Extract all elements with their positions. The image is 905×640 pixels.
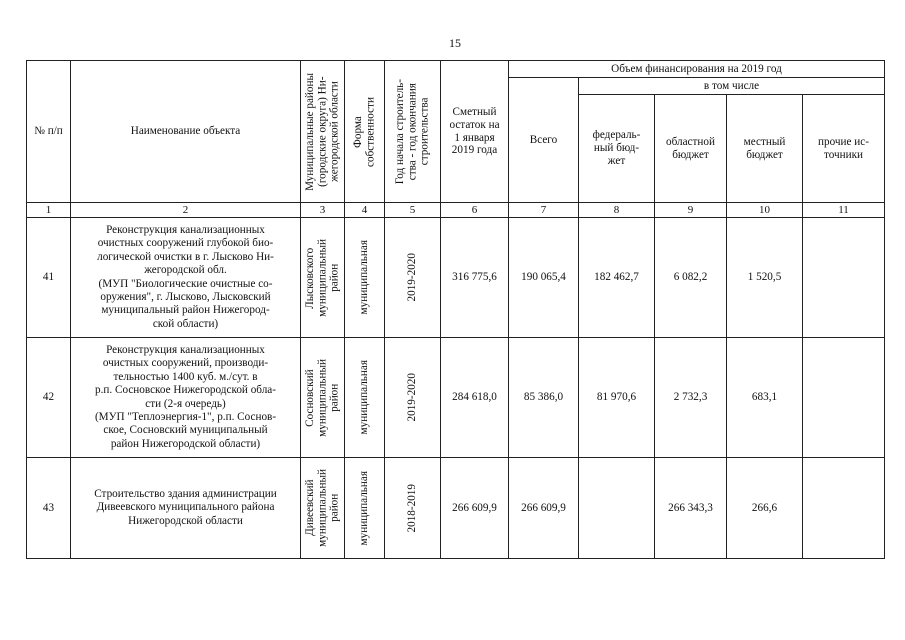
header-financing: Объем финансирования на 2019 год bbox=[509, 61, 885, 78]
column-index: 10 bbox=[727, 203, 803, 218]
financing-table bbox=[26, 60, 885, 559]
header-ownership: Форма собственности bbox=[345, 61, 385, 203]
row-number: 42 bbox=[27, 338, 71, 458]
row-local: 683,1 bbox=[727, 338, 803, 458]
row-regional: 6 082,2 bbox=[655, 218, 727, 338]
column-index: 11 bbox=[803, 203, 885, 218]
row-federal: 81 970,6 bbox=[579, 338, 655, 458]
column-index: 9 bbox=[655, 203, 727, 218]
column-index-row bbox=[27, 203, 885, 218]
header-no: № п/п bbox=[27, 61, 71, 203]
object-name: Реконструкция канализационных очистных сооружений, производи- тельностью 1400 куб. м./сут. в р.п. Сосновское Нижегородской обла- сти (2-я очередь) (МУП "Теплоэнергия-1", р.п. Соснов- ское, Сосновский муниципальный район Нижегородской области) bbox=[71, 338, 301, 458]
row-total: 190 065,4 bbox=[509, 218, 579, 338]
row-other bbox=[803, 458, 885, 559]
row-other bbox=[803, 338, 885, 458]
header-districts: Муниципальные районы (городские округа) Ни- жегородской области bbox=[301, 61, 345, 203]
row-years: 2019-2020 bbox=[385, 218, 441, 338]
header-regional: областной бюджет bbox=[655, 95, 727, 203]
row-other bbox=[803, 218, 885, 338]
column-index: 6 bbox=[441, 203, 509, 218]
row-local: 266,6 bbox=[727, 458, 803, 559]
column-index: 1 bbox=[27, 203, 71, 218]
row-local: 1 520,5 bbox=[727, 218, 803, 338]
column-index: 4 bbox=[345, 203, 385, 218]
row-balance: 284 618,0 bbox=[441, 338, 509, 458]
row-regional: 266 343,3 bbox=[655, 458, 727, 559]
row-balance: 316 775,6 bbox=[441, 218, 509, 338]
row-regional: 2 732,3 bbox=[655, 338, 727, 458]
header-row-1 bbox=[27, 61, 885, 78]
header-object-name: Наименование объекта bbox=[71, 61, 301, 203]
header-other: прочие ис- точники bbox=[803, 95, 885, 203]
column-index: 5 bbox=[385, 203, 441, 218]
row-district: Лысковского муниципальный район bbox=[301, 218, 345, 338]
object-name: Строительство здания администрации Дивеевского муниципального района Нижегородской области bbox=[71, 458, 301, 559]
table-row bbox=[27, 218, 885, 338]
row-ownership: муниципальная bbox=[345, 338, 385, 458]
row-federal: 182 462,7 bbox=[579, 218, 655, 338]
header-total: Всего bbox=[509, 78, 579, 203]
column-index: 7 bbox=[509, 203, 579, 218]
header-federal: федераль- ный бюд- жет bbox=[579, 95, 655, 203]
row-number: 41 bbox=[27, 218, 71, 338]
row-total: 266 609,9 bbox=[509, 458, 579, 559]
column-index: 3 bbox=[301, 203, 345, 218]
page-number: 15 bbox=[449, 36, 461, 50]
row-ownership: муниципальная bbox=[345, 218, 385, 338]
object-name: Реконструкция канализационных очистных сооружений глубокой био- логической очистки в г. Лысково Ни- жегородской обл. (МУП "Биологические очистные со- оружения", г. Лысково, Лысковский муниципальный район Нижегород- ской области) bbox=[71, 218, 301, 338]
header-including: в том числе bbox=[579, 78, 885, 95]
table-row bbox=[27, 338, 885, 458]
column-index: 8 bbox=[579, 203, 655, 218]
table-row bbox=[27, 458, 885, 559]
header-years: Год начала строитель- ства - год окончания строительства bbox=[385, 61, 441, 203]
header-local: местный бюджет bbox=[727, 95, 803, 203]
row-years: 2019-2020 bbox=[385, 338, 441, 458]
row-years: 2018-2019 bbox=[385, 458, 441, 559]
row-district: Сосновский муниципальный район bbox=[301, 338, 345, 458]
row-federal bbox=[579, 458, 655, 559]
row-district: Дивеевский муниципальный район bbox=[301, 458, 345, 559]
row-total: 85 386,0 bbox=[509, 338, 579, 458]
row-balance: 266 609,9 bbox=[441, 458, 509, 559]
row-number: 43 bbox=[27, 458, 71, 559]
row-ownership: муниципальная bbox=[345, 458, 385, 559]
column-index: 2 bbox=[71, 203, 301, 218]
header-balance: Сметный остаток на 1 января 2019 года bbox=[441, 61, 509, 203]
